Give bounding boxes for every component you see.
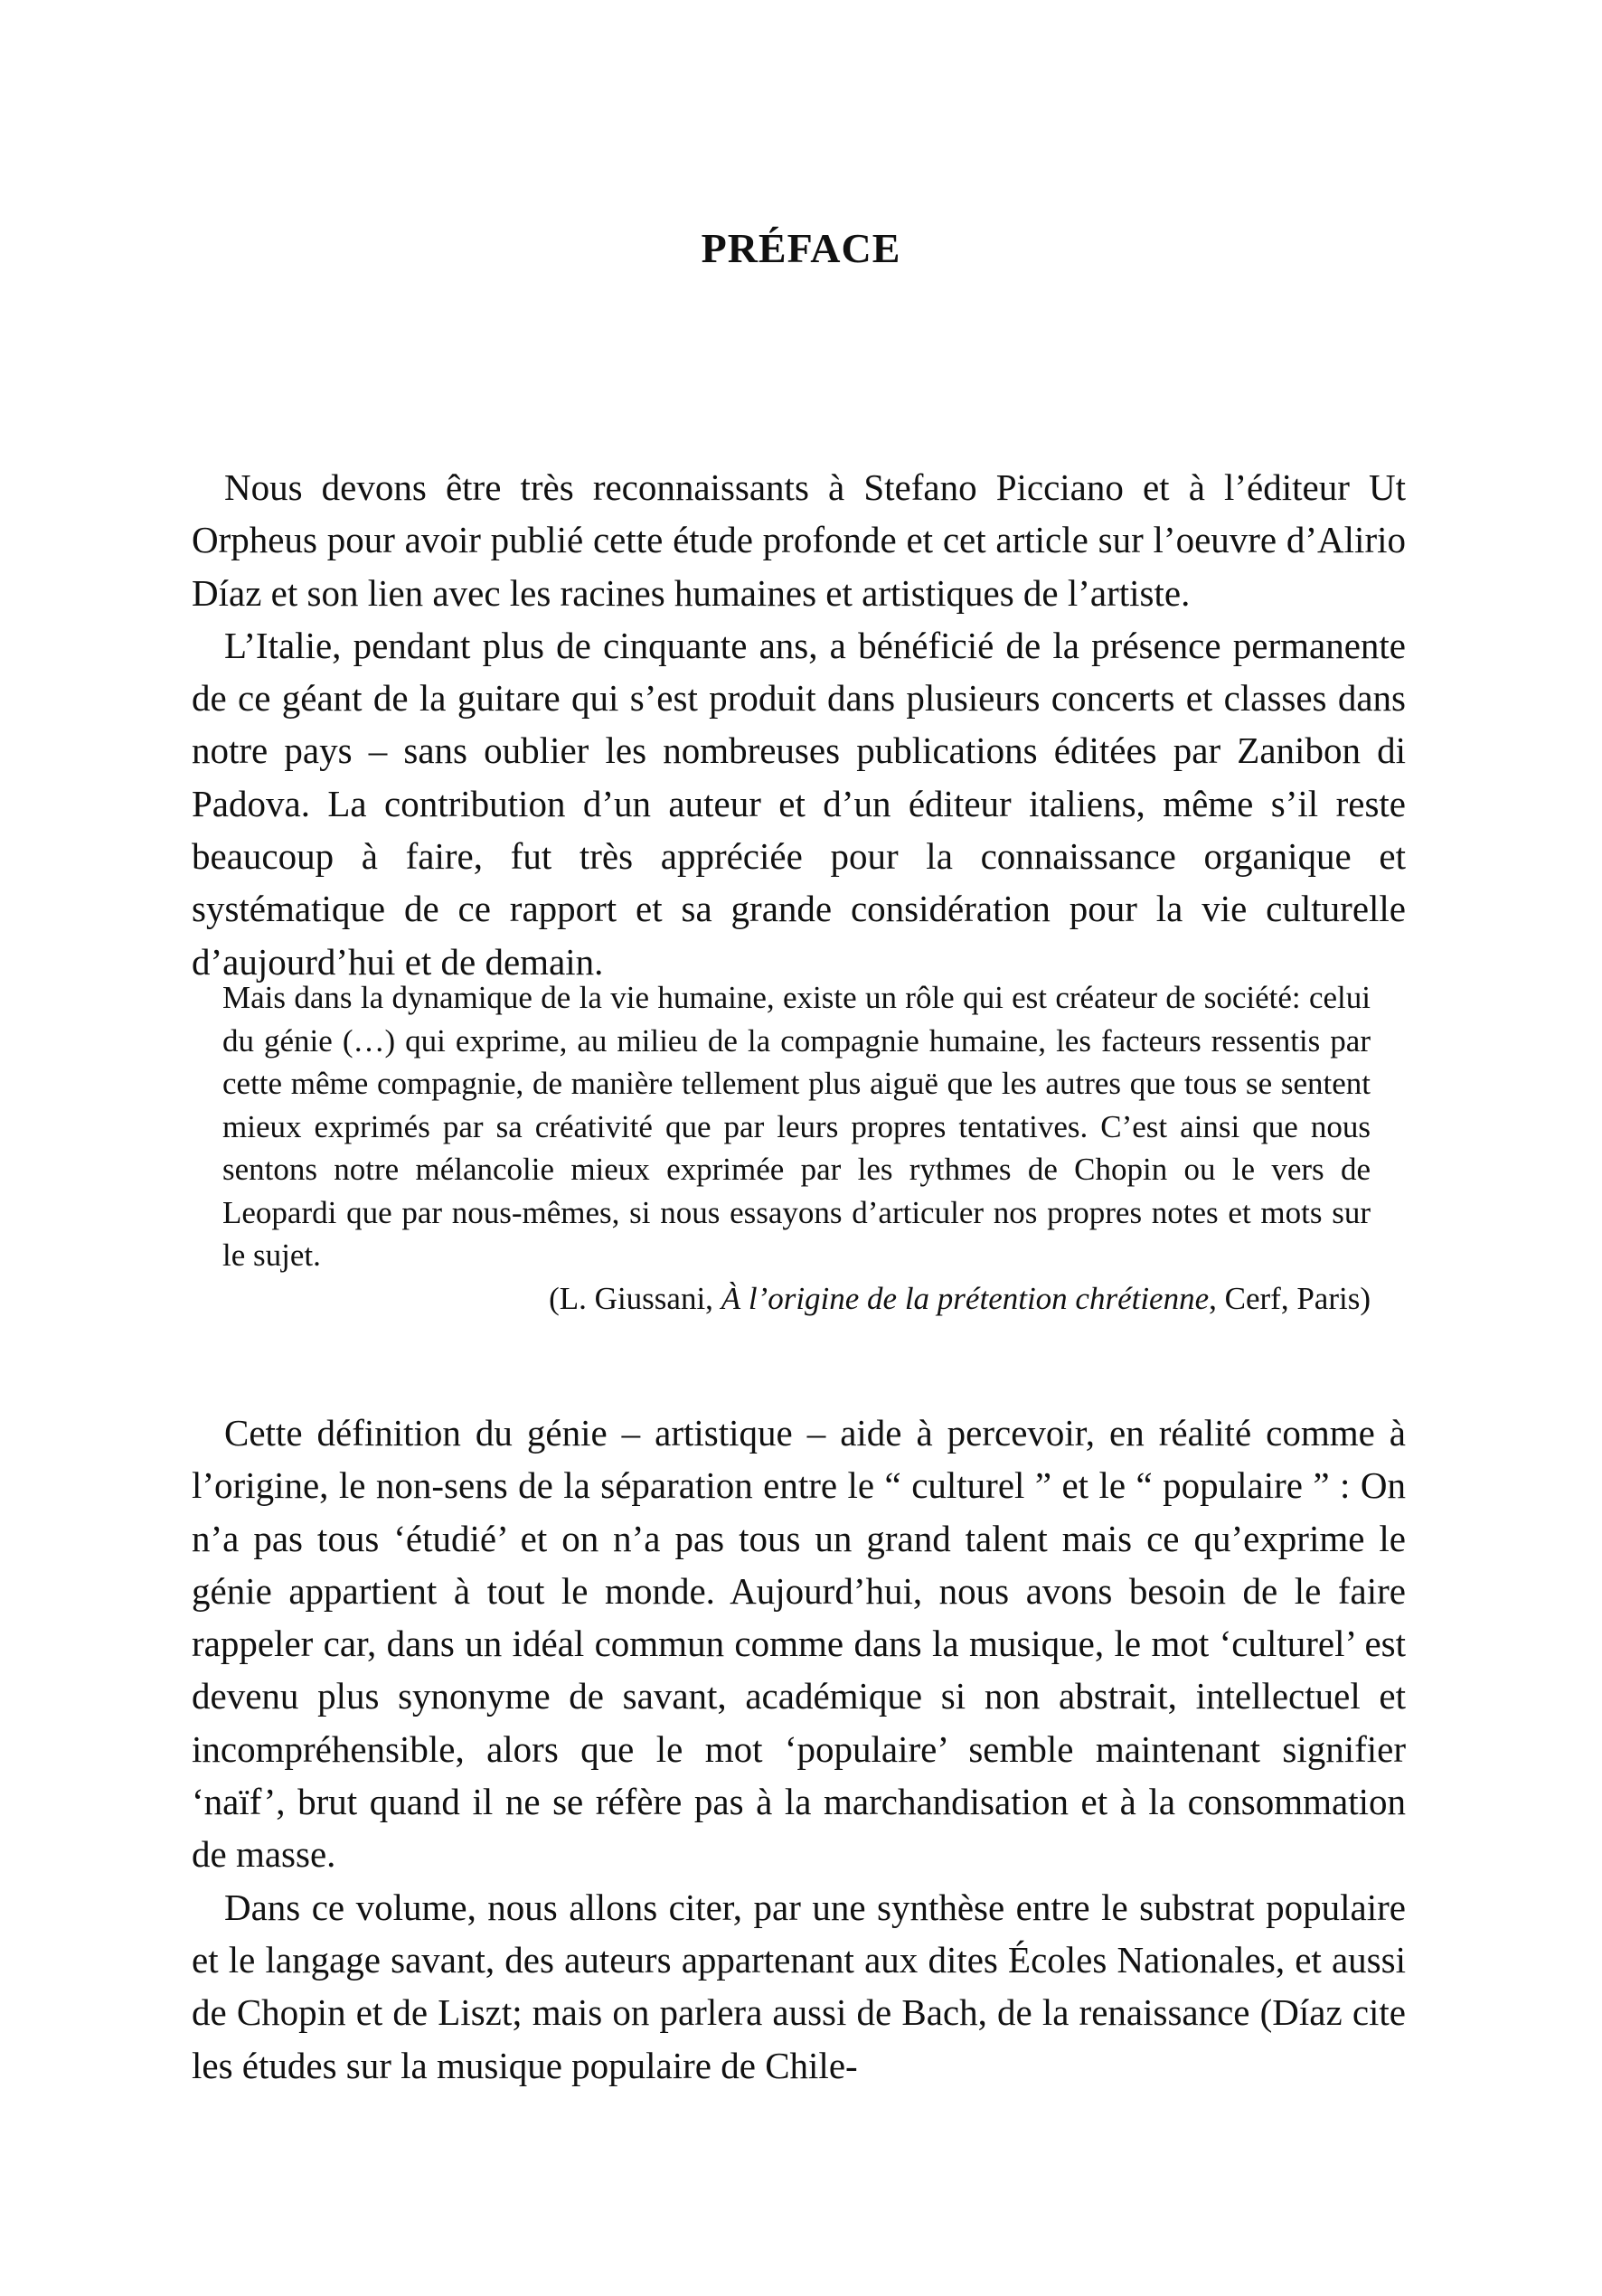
citation-author: (L. Giussani, [549,1280,721,1316]
paragraph-acknowledgement: Nous devons être très reconnaissants à Stefano Picciano et à l’éditeur Ut Orpheus pour avoir publié cette étude profonde et cet article sur l’oeuvre d’Alirio Díaz et son lien avec les racines humaines et artistiques de l’artiste. [192,466,1406,614]
paragraph-italy-contribution: L’Italie, pendant plus de cinquante ans, a bénéficié de la présence permanente de ce géant de la guitare qui s’est produit dans plusieurs concerts et classes dans notre pays – sans oublier les nombreuses publications éditées par Zanibon di Padova. La contribution d’un auteur et d’un éditeur italiens, même s’il reste beaucoup à faire, fut très appréciée pour la connaissance organique et systématique de ce rapport et sa grande considération pour la vie culturelle d’aujourd’hui et de demain. [192,624,1406,983]
quote-citation [222,1277,1371,1321]
genius-section [192,1407,1406,2092]
quote-text: Mais dans la dynamique de la vie humaine, existe un rôle qui est créateur de société: celui du génie (…) qui exprime, au milieu de la compagnie humaine, les facteurs ressentis par cette même compagnie, de manière tellement plus aiguë que les autres que tous se sentent mieux exprimés par sa créativité que par leurs propres tentatives. C’est ainsi que nous sentons notre mélancolie mieux exprimée par les rythmes de Chopin ou le vers de Leopardi que par nous-mêmes, si nous essayons d’articuler nos propres notes et mots sur le sujet. [222,980,1371,1273]
citation-work-title: À l’origine de la prétention chrétienne [721,1280,1210,1316]
paragraph-volume-contents: Dans ce volume, nous allons citer, par une synthèse entre le substrat populaire et le langage savant, des auteurs appartenant aux dites Écoles Nationales, et aussi de Chopin et de Liszt; mais on parlera aussi de Bach, de la renaissance (Díaz cite les études sur la musique populaire de Chile- [192,1886,1406,2086]
paragraph-genius-definition: Cette définition du génie – artistique – aide à percevoir, en réalité comme à l’origine, le non-sens de la séparation entre le “ culturel ” et le “ populaire ” : On n’a pas tous ‘étudié’ et on n’a pas tous un grand talent mais ce qu’exprime le génie appartient à tout le monde. Aujourd’hui, nous avons besoin de le faire rappeler car, dans un idéal commun comme dans la musique, le mot ‘culturel’ est devenu plus synonyme de savant, académique si non abstrait, intellectuel et incompréhensible, alors que le mot ‘populaire’ semble maintenant signifier ‘naïf’, brut quand il ne se réfère pas à la marchandisation et à la consommation de masse. [192,1412,1406,1876]
intro-section [192,461,1406,988]
citation-publisher: , Cerf, Paris) [1209,1280,1371,1316]
page-title: PRÉFACE [701,225,901,271]
block-quote [222,976,1371,1320]
